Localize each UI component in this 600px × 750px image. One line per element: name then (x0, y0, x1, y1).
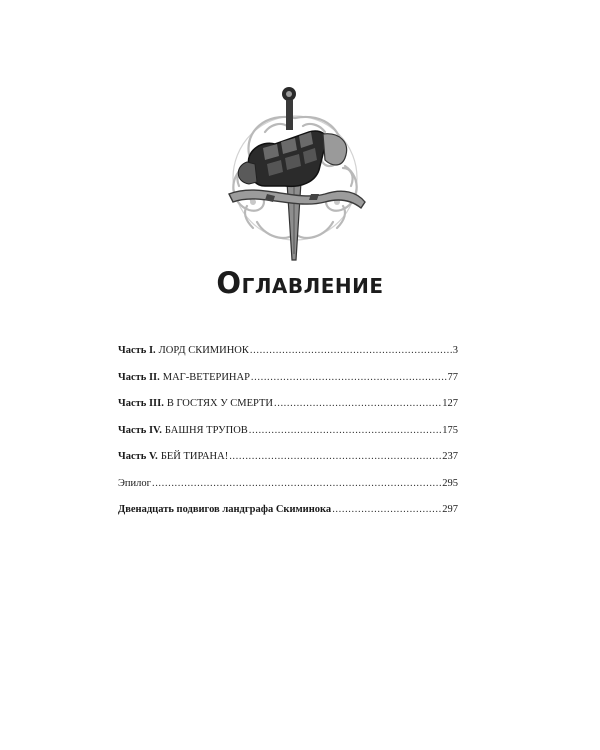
toc-part-label: Часть I. (118, 345, 156, 356)
toc-dot-leader (251, 372, 447, 383)
toc-page-number: 175 (442, 424, 458, 436)
toc-page-number: 295 (442, 477, 458, 489)
toc-dot-leader (332, 504, 441, 515)
toc-dot-leader (229, 451, 441, 462)
toc-part-label: Часть IV. (118, 424, 162, 436)
toc-chapter-title: БАШНЯ ТРУПОВ (164, 424, 248, 436)
toc-chapter-title: ЛОРД СКИМИНОК (158, 345, 249, 356)
toc-chapter-title: В ГОСТЯХ У СМЕРТИ (166, 398, 273, 409)
toc-part-label: Часть V. (118, 451, 158, 462)
toc-dot-leader (249, 425, 441, 436)
toc-chapter-title: Двенадцать подвигов ландграфа Скиминока (118, 504, 332, 515)
toc-part-label: Часть III. (118, 398, 164, 409)
toc-chapter-title: БЕЙ ТИРАНА! (160, 451, 229, 462)
toc-page-number: 297 (442, 504, 458, 515)
toc-dot-leader (274, 398, 441, 409)
page-title: Оглавление (216, 266, 384, 300)
toc-dot-leader (250, 345, 452, 356)
toc-entry-twelve-feats[interactable] (118, 504, 458, 531)
toc-entry-part-1[interactable] (118, 345, 458, 372)
toc-entry-part-3[interactable] (118, 398, 458, 425)
toc-entry-part-5[interactable] (118, 451, 458, 478)
toc-chapter-title: Эпилог (118, 477, 151, 489)
table-of-contents (118, 345, 458, 531)
toc-page-number: 237 (442, 451, 458, 462)
toc-page-number: 3 (452, 345, 458, 356)
toc-entry-epilogue[interactable] (118, 478, 458, 505)
toc-page-number: 127 (442, 398, 458, 409)
toc-page-number: 77 (447, 371, 458, 383)
toc-chapter-title: МАГ-ВЕТЕРИНАР (162, 371, 250, 383)
toc-dot-leader (152, 478, 441, 489)
sword-gauntlet-crest-icon (205, 82, 385, 262)
toc-entry-part-2[interactable] (118, 372, 458, 399)
toc-entry-part-4[interactable] (118, 425, 458, 452)
toc-part-label: Часть II. (118, 371, 160, 383)
